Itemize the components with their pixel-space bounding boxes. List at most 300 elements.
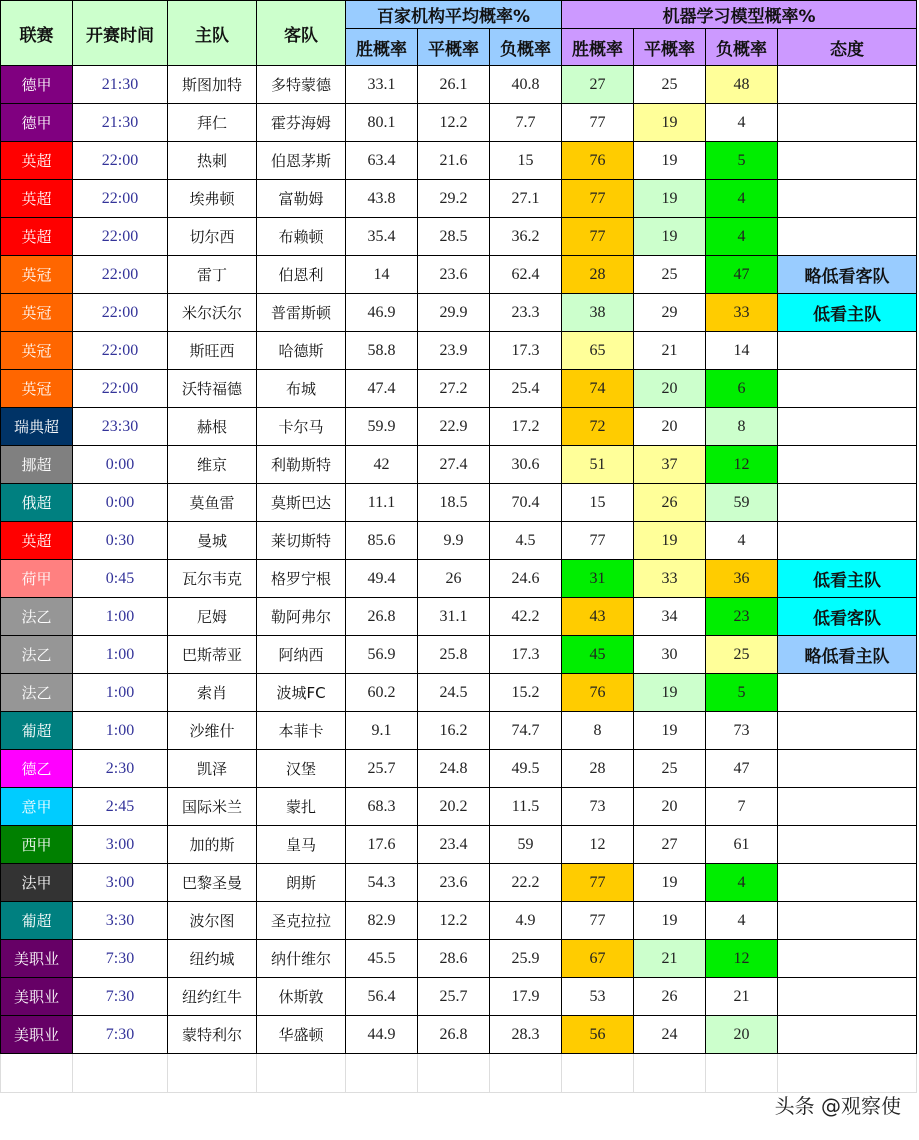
bookmaker-draw-cell: 22.9	[418, 408, 490, 446]
attitude-cell	[778, 332, 917, 370]
away-team-cell: 富勒姆	[257, 180, 346, 218]
time-cell: 2:45	[73, 788, 168, 826]
ml-draw-cell: 21	[634, 332, 706, 370]
ml-win-cell: 77	[562, 522, 634, 560]
ml-loss-cell: 12	[706, 940, 778, 978]
time-cell: 21:30	[73, 66, 168, 104]
ml-loss-cell: 61	[706, 826, 778, 864]
empty-row	[1, 1054, 917, 1093]
bookmaker-draw-cell: 26.8	[418, 1016, 490, 1054]
ml-win-cell: 28	[562, 750, 634, 788]
away-team-cell: 纳什维尔	[257, 940, 346, 978]
bookmaker-loss-cell: 28.3	[490, 1016, 562, 1054]
table-row	[1, 142, 917, 180]
bookmaker-loss-cell: 59	[490, 826, 562, 864]
bookmaker-draw-cell: 27.2	[418, 370, 490, 408]
away-team-cell: 圣克拉拉	[257, 902, 346, 940]
home-team-cell: 加的斯	[168, 826, 257, 864]
time-cell: 22:00	[73, 256, 168, 294]
away-team-cell: 莱切斯特	[257, 522, 346, 560]
ml-draw-cell: 30	[634, 636, 706, 674]
bookmaker-win-cell: 47.4	[346, 370, 418, 408]
bookmaker-draw-cell: 23.9	[418, 332, 490, 370]
bookmaker-win-cell: 9.1	[346, 712, 418, 750]
attitude-cell: 略低看主队	[778, 636, 917, 674]
ml-draw-cell: 27	[634, 826, 706, 864]
ml-draw-cell: 33	[634, 560, 706, 598]
attitude-cell	[778, 446, 917, 484]
table-row	[1, 1016, 917, 1054]
table-row	[1, 788, 917, 826]
bookmaker-win-cell: 35.4	[346, 218, 418, 256]
attitude-cell	[778, 1016, 917, 1054]
home-team-cell: 沃特福德	[168, 370, 257, 408]
time-cell: 22:00	[73, 142, 168, 180]
header-home: 主队	[168, 1, 257, 66]
league-cell: 德甲	[1, 104, 73, 142]
ml-win-cell: 65	[562, 332, 634, 370]
bookmaker-win-cell: 11.1	[346, 484, 418, 522]
away-team-cell: 朗斯	[257, 864, 346, 902]
time-cell: 0:00	[73, 446, 168, 484]
time-cell: 1:00	[73, 712, 168, 750]
ml-loss-cell: 47	[706, 750, 778, 788]
ml-win-cell: 77	[562, 180, 634, 218]
home-team-cell: 莫鱼雷	[168, 484, 257, 522]
attitude-cell	[778, 218, 917, 256]
league-cell: 挪超	[1, 446, 73, 484]
home-team-cell: 巴黎圣曼	[168, 864, 257, 902]
bookmaker-loss-cell: 17.9	[490, 978, 562, 1016]
ml-draw-cell: 21	[634, 940, 706, 978]
league-cell: 英冠	[1, 332, 73, 370]
bookmaker-loss-cell: 17.3	[490, 332, 562, 370]
ml-win-cell: 8	[562, 712, 634, 750]
table-row	[1, 370, 917, 408]
league-cell: 英超	[1, 142, 73, 180]
ml-loss-cell: 4	[706, 902, 778, 940]
bookmaker-loss-cell: 62.4	[490, 256, 562, 294]
bookmaker-loss-cell: 40.8	[490, 66, 562, 104]
table-row	[1, 408, 917, 446]
attitude-cell	[778, 180, 917, 218]
bookmaker-win-cell: 58.8	[346, 332, 418, 370]
bookmaker-draw-cell: 23.6	[418, 256, 490, 294]
time-cell: 1:00	[73, 674, 168, 712]
time-cell: 7:30	[73, 978, 168, 1016]
ml-draw-cell: 26	[634, 484, 706, 522]
time-cell: 1:00	[73, 636, 168, 674]
ml-loss-cell: 4	[706, 522, 778, 560]
home-team-cell: 波尔图	[168, 902, 257, 940]
ml-loss-cell: 4	[706, 180, 778, 218]
table-row	[1, 598, 917, 636]
attitude-cell	[778, 484, 917, 522]
ml-loss-cell: 7	[706, 788, 778, 826]
table-row	[1, 712, 917, 750]
league-cell: 法乙	[1, 674, 73, 712]
bookmaker-loss-cell: 30.6	[490, 446, 562, 484]
ml-win-cell: 77	[562, 902, 634, 940]
table-row	[1, 636, 917, 674]
header-ml-win: 胜概率	[562, 29, 634, 66]
bookmaker-loss-cell: 24.6	[490, 560, 562, 598]
away-team-cell: 波城FC	[257, 674, 346, 712]
bookmaker-loss-cell: 36.2	[490, 218, 562, 256]
table-row	[1, 484, 917, 522]
ml-draw-cell: 19	[634, 522, 706, 560]
home-team-cell: 维京	[168, 446, 257, 484]
ml-draw-cell: 19	[634, 218, 706, 256]
bookmaker-loss-cell: 22.2	[490, 864, 562, 902]
time-cell: 3:00	[73, 826, 168, 864]
bookmaker-win-cell: 82.9	[346, 902, 418, 940]
ml-draw-cell: 19	[634, 712, 706, 750]
ml-loss-cell: 48	[706, 66, 778, 104]
league-cell: 荷甲	[1, 560, 73, 598]
ml-loss-cell: 47	[706, 256, 778, 294]
away-team-cell: 霍芬海姆	[257, 104, 346, 142]
ml-loss-cell: 14	[706, 332, 778, 370]
ml-win-cell: 51	[562, 446, 634, 484]
ml-loss-cell: 20	[706, 1016, 778, 1054]
ml-loss-cell: 5	[706, 674, 778, 712]
table-body	[1, 66, 917, 1054]
away-team-cell: 勒阿弗尔	[257, 598, 346, 636]
ml-win-cell: 72	[562, 408, 634, 446]
bookmaker-win-cell: 45.5	[346, 940, 418, 978]
attitude-cell	[778, 142, 917, 180]
time-cell: 22:00	[73, 180, 168, 218]
bookmaker-draw-cell: 31.1	[418, 598, 490, 636]
ml-loss-cell: 73	[706, 712, 778, 750]
away-team-cell: 本菲卡	[257, 712, 346, 750]
away-team-cell: 蒙扎	[257, 788, 346, 826]
bookmaker-loss-cell: 27.1	[490, 180, 562, 218]
ml-draw-cell: 24	[634, 1016, 706, 1054]
bookmaker-loss-cell: 74.7	[490, 712, 562, 750]
bookmaker-win-cell: 14	[346, 256, 418, 294]
league-cell: 法乙	[1, 636, 73, 674]
attitude-cell	[778, 674, 917, 712]
bookmaker-loss-cell: 15	[490, 142, 562, 180]
bookmaker-win-cell: 42	[346, 446, 418, 484]
home-team-cell: 切尔西	[168, 218, 257, 256]
bookmaker-loss-cell: 70.4	[490, 484, 562, 522]
ml-win-cell: 67	[562, 940, 634, 978]
ml-win-cell: 15	[562, 484, 634, 522]
away-team-cell: 伯恩茅斯	[257, 142, 346, 180]
header-bookmaker-group: 百家机构平均概率%	[346, 1, 562, 29]
home-team-cell: 沙维什	[168, 712, 257, 750]
ml-draw-cell: 19	[634, 142, 706, 180]
ml-draw-cell: 20	[634, 788, 706, 826]
ml-draw-cell: 34	[634, 598, 706, 636]
bookmaker-win-cell: 26.8	[346, 598, 418, 636]
away-team-cell: 利勒斯特	[257, 446, 346, 484]
bookmaker-draw-cell: 27.4	[418, 446, 490, 484]
time-cell: 3:30	[73, 902, 168, 940]
bookmaker-loss-cell: 17.2	[490, 408, 562, 446]
away-team-cell: 阿纳西	[257, 636, 346, 674]
home-team-cell: 赫根	[168, 408, 257, 446]
ml-loss-cell: 36	[706, 560, 778, 598]
bookmaker-win-cell: 60.2	[346, 674, 418, 712]
ml-win-cell: 73	[562, 788, 634, 826]
table-row	[1, 180, 917, 218]
bookmaker-win-cell: 33.1	[346, 66, 418, 104]
home-team-cell: 拜仁	[168, 104, 257, 142]
time-cell: 22:00	[73, 218, 168, 256]
ml-win-cell: 53	[562, 978, 634, 1016]
bookmaker-loss-cell: 25.9	[490, 940, 562, 978]
away-team-cell: 皇马	[257, 826, 346, 864]
ml-win-cell: 45	[562, 636, 634, 674]
ml-win-cell: 76	[562, 674, 634, 712]
away-team-cell: 休斯敦	[257, 978, 346, 1016]
time-cell: 22:00	[73, 294, 168, 332]
away-team-cell: 汉堡	[257, 750, 346, 788]
away-team-cell: 格罗宁根	[257, 560, 346, 598]
bookmaker-loss-cell: 23.3	[490, 294, 562, 332]
away-team-cell: 普雷斯顿	[257, 294, 346, 332]
time-cell: 1:00	[73, 598, 168, 636]
home-team-cell: 斯旺西	[168, 332, 257, 370]
ml-win-cell: 31	[562, 560, 634, 598]
ml-win-cell: 38	[562, 294, 634, 332]
bookmaker-draw-cell: 24.8	[418, 750, 490, 788]
header-away: 客队	[257, 1, 346, 66]
bookmaker-loss-cell: 4.9	[490, 902, 562, 940]
ml-win-cell: 77	[562, 218, 634, 256]
header-bookmaker-win: 胜概率	[346, 29, 418, 66]
ml-win-cell: 77	[562, 864, 634, 902]
bookmaker-loss-cell: 4.5	[490, 522, 562, 560]
bookmaker-win-cell: 59.9	[346, 408, 418, 446]
attitude-cell	[778, 104, 917, 142]
away-team-cell: 多特蒙德	[257, 66, 346, 104]
bookmaker-win-cell: 54.3	[346, 864, 418, 902]
bookmaker-loss-cell: 17.3	[490, 636, 562, 674]
league-cell: 葡超	[1, 902, 73, 940]
bookmaker-loss-cell: 25.4	[490, 370, 562, 408]
league-cell: 英冠	[1, 370, 73, 408]
ml-win-cell: 12	[562, 826, 634, 864]
league-cell: 英超	[1, 218, 73, 256]
bookmaker-draw-cell: 29.9	[418, 294, 490, 332]
attitude-cell	[778, 712, 917, 750]
ml-win-cell: 27	[562, 66, 634, 104]
ml-win-cell: 74	[562, 370, 634, 408]
ml-draw-cell: 19	[634, 180, 706, 218]
home-team-cell: 雷丁	[168, 256, 257, 294]
home-team-cell: 凯泽	[168, 750, 257, 788]
bookmaker-draw-cell: 21.6	[418, 142, 490, 180]
league-cell: 西甲	[1, 826, 73, 864]
bookmaker-win-cell: 56.9	[346, 636, 418, 674]
table-row	[1, 750, 917, 788]
time-cell: 0:00	[73, 484, 168, 522]
home-team-cell: 纽约城	[168, 940, 257, 978]
away-team-cell: 伯恩利	[257, 256, 346, 294]
bookmaker-draw-cell: 20.2	[418, 788, 490, 826]
bookmaker-draw-cell: 23.6	[418, 864, 490, 902]
bookmaker-win-cell: 49.4	[346, 560, 418, 598]
home-team-cell: 斯图加特	[168, 66, 257, 104]
time-cell: 7:30	[73, 1016, 168, 1054]
league-cell: 德乙	[1, 750, 73, 788]
bookmaker-draw-cell: 28.6	[418, 940, 490, 978]
ml-loss-cell: 23	[706, 598, 778, 636]
bookmaker-win-cell: 46.9	[346, 294, 418, 332]
league-cell: 法甲	[1, 864, 73, 902]
header-ml-draw: 平概率	[634, 29, 706, 66]
home-team-cell: 米尔沃尔	[168, 294, 257, 332]
bookmaker-draw-cell: 12.2	[418, 902, 490, 940]
bookmaker-draw-cell: 25.8	[418, 636, 490, 674]
league-cell: 意甲	[1, 788, 73, 826]
ml-loss-cell: 12	[706, 446, 778, 484]
league-cell: 美职业	[1, 1016, 73, 1054]
attitude-cell: 低看主队	[778, 294, 917, 332]
ml-loss-cell: 5	[706, 142, 778, 180]
bookmaker-draw-cell: 12.2	[418, 104, 490, 142]
header-bookmaker-loss: 负概率	[490, 29, 562, 66]
home-team-cell: 纽约红牛	[168, 978, 257, 1016]
ml-loss-cell: 8	[706, 408, 778, 446]
bookmaker-win-cell: 17.6	[346, 826, 418, 864]
home-team-cell: 索肖	[168, 674, 257, 712]
bookmaker-draw-cell: 28.5	[418, 218, 490, 256]
bookmaker-draw-cell: 23.4	[418, 826, 490, 864]
league-cell: 瑞典超	[1, 408, 73, 446]
ml-loss-cell: 33	[706, 294, 778, 332]
league-cell: 英冠	[1, 256, 73, 294]
home-team-cell: 瓦尔韦克	[168, 560, 257, 598]
bookmaker-win-cell: 43.8	[346, 180, 418, 218]
attitude-cell	[778, 788, 917, 826]
attitude-cell	[778, 522, 917, 560]
bookmaker-win-cell: 68.3	[346, 788, 418, 826]
bookmaker-draw-cell: 25.7	[418, 978, 490, 1016]
bookmaker-win-cell: 25.7	[346, 750, 418, 788]
attitude-cell	[778, 978, 917, 1016]
header-ml-loss: 负概率	[706, 29, 778, 66]
header-attitude: 态度	[778, 29, 917, 66]
home-team-cell: 热刺	[168, 142, 257, 180]
table-row	[1, 826, 917, 864]
ml-loss-cell: 21	[706, 978, 778, 1016]
ml-draw-cell: 19	[634, 864, 706, 902]
bookmaker-draw-cell: 16.2	[418, 712, 490, 750]
bookmaker-draw-cell: 24.5	[418, 674, 490, 712]
away-team-cell: 布赖顿	[257, 218, 346, 256]
home-team-cell: 尼姆	[168, 598, 257, 636]
time-cell: 2:30	[73, 750, 168, 788]
league-cell: 英超	[1, 522, 73, 560]
league-cell: 英冠	[1, 294, 73, 332]
time-cell: 3:00	[73, 864, 168, 902]
home-team-cell: 巴斯蒂亚	[168, 636, 257, 674]
ml-loss-cell: 4	[706, 104, 778, 142]
bookmaker-loss-cell: 11.5	[490, 788, 562, 826]
ml-loss-cell: 4	[706, 864, 778, 902]
attitude-cell	[778, 66, 917, 104]
time-cell: 0:45	[73, 560, 168, 598]
away-team-cell: 莫斯巴达	[257, 484, 346, 522]
ml-loss-cell: 59	[706, 484, 778, 522]
attitude-cell: 低看客队	[778, 598, 917, 636]
home-team-cell: 国际米兰	[168, 788, 257, 826]
watermark: 头条 @观察使	[774, 1094, 901, 1118]
time-cell: 22:00	[73, 332, 168, 370]
home-team-cell: 曼城	[168, 522, 257, 560]
time-cell: 22:00	[73, 370, 168, 408]
league-cell: 俄超	[1, 484, 73, 522]
ml-draw-cell: 20	[634, 408, 706, 446]
table-row	[1, 218, 917, 256]
bookmaker-loss-cell: 7.7	[490, 104, 562, 142]
table-row	[1, 294, 917, 332]
league-cell: 英超	[1, 180, 73, 218]
table-row	[1, 674, 917, 712]
bookmaker-draw-cell: 26.1	[418, 66, 490, 104]
attitude-cell	[778, 902, 917, 940]
table-row	[1, 522, 917, 560]
header-time: 开赛时间	[73, 1, 168, 66]
ml-win-cell: 56	[562, 1016, 634, 1054]
table-row	[1, 256, 917, 294]
ml-draw-cell: 25	[634, 256, 706, 294]
bookmaker-draw-cell: 26	[418, 560, 490, 598]
ml-loss-cell: 6	[706, 370, 778, 408]
league-cell: 法乙	[1, 598, 73, 636]
table-row	[1, 446, 917, 484]
ml-draw-cell: 19	[634, 104, 706, 142]
league-cell: 德甲	[1, 66, 73, 104]
home-team-cell: 埃弗顿	[168, 180, 257, 218]
away-team-cell: 华盛顿	[257, 1016, 346, 1054]
bookmaker-draw-cell: 18.5	[418, 484, 490, 522]
header-league: 联赛	[1, 1, 73, 66]
ml-draw-cell: 19	[634, 902, 706, 940]
bookmaker-win-cell: 44.9	[346, 1016, 418, 1054]
table-row	[1, 902, 917, 940]
ml-draw-cell: 26	[634, 978, 706, 1016]
time-cell: 21:30	[73, 104, 168, 142]
league-cell: 葡超	[1, 712, 73, 750]
bookmaker-win-cell: 80.1	[346, 104, 418, 142]
header-ml-group: 机器学习模型概率%	[562, 1, 917, 29]
ml-win-cell: 76	[562, 142, 634, 180]
table-row	[1, 66, 917, 104]
bookmaker-loss-cell: 49.5	[490, 750, 562, 788]
attitude-cell	[778, 940, 917, 978]
bookmaker-draw-cell: 29.2	[418, 180, 490, 218]
league-cell: 美职业	[1, 978, 73, 1016]
time-cell: 0:30	[73, 522, 168, 560]
ml-loss-cell: 4	[706, 218, 778, 256]
bookmaker-loss-cell: 42.2	[490, 598, 562, 636]
ml-draw-cell: 25	[634, 750, 706, 788]
ml-loss-cell: 25	[706, 636, 778, 674]
away-team-cell: 布城	[257, 370, 346, 408]
bookmaker-draw-cell: 9.9	[418, 522, 490, 560]
attitude-cell	[778, 408, 917, 446]
ml-draw-cell: 20	[634, 370, 706, 408]
attitude-cell: 低看主队	[778, 560, 917, 598]
ml-win-cell: 43	[562, 598, 634, 636]
